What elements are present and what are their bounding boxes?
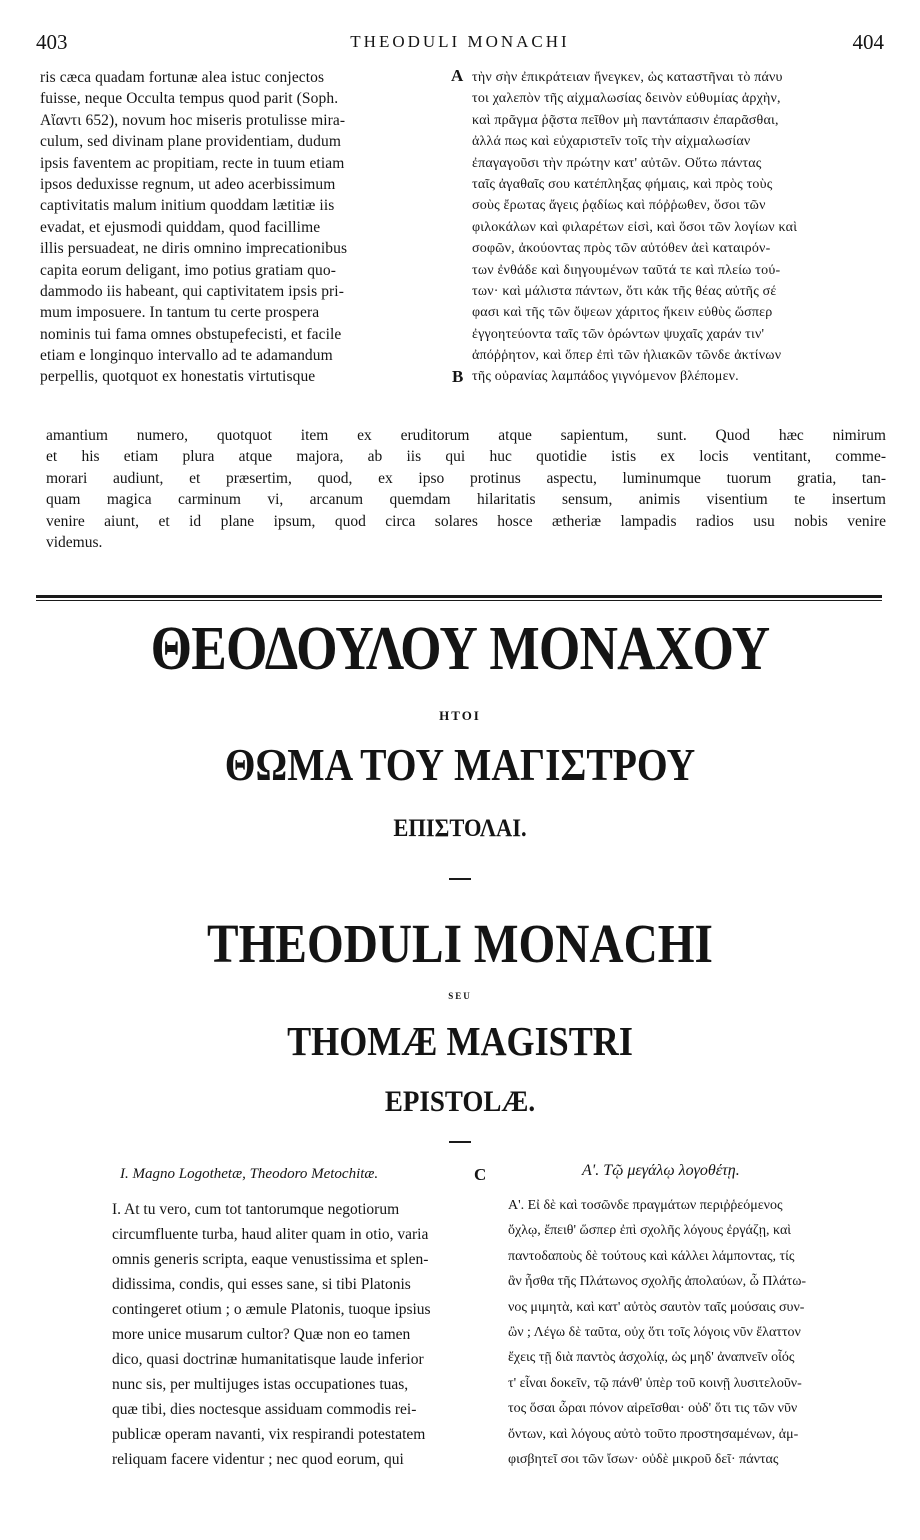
full-width-paragraph [46, 425, 886, 553]
latin-line: illis persuadeat, ne diris omnino imprecationibus [40, 240, 348, 258]
greek-line: ἐγγοητεύοντα ταῖς τῶν ὁρώντων ψυχαῖς χαράν τιν' [472, 326, 765, 342]
page-number-left: 403 [36, 30, 68, 54]
greek-line: ὄντων, καὶ λόγους αὐτὸ τοῦτο προστησαμένων, ἀμ- [508, 1426, 799, 1442]
latin-line: ris cæca quadam fortunæ alea istuc conjectos [40, 69, 325, 86]
greek-line: σοὺς ἔρωτας ἄγεις ῥᾳδίως καὶ πόῤῥωθεν, ὅσοι τῶν [472, 198, 766, 214]
greek-main-title: ΘΕΟΔΟΥΛΟΥ ΜΟΝΑΧΟΥ [150, 615, 770, 683]
latin-line: mum imposuere. In tantum tu certe prospera [40, 304, 320, 322]
greek-line: Α'. Εἰ δὲ καὶ τοσῶνδε πραγμάτων περιῤῥεόμενος [508, 1198, 783, 1213]
greek-line: τ' εἶναι δοκεῖν, τῷ πάνθ' ὑπὲρ τοῦ κοινῇ λυσιτελοῦν- [508, 1375, 802, 1391]
latin-line: I. At tu vero, cum tot tantorumque negotiorum [112, 1201, 400, 1218]
greek-epistolai-title: ΕΠΙΣΤΟΛΑΙ. [393, 815, 527, 842]
latin-line: nunc sis, per multijuges istas occupationes tuas, [112, 1376, 409, 1393]
greek-line: φισβητεῖ σοι τῶν ἴσων· οὐδὲ μικροῦ δεῖ· πάντας [508, 1451, 779, 1467]
full-line: videmus. [46, 533, 103, 551]
greek-line: νος μιμητὰ, καὶ κατ' αὐτὸς σαυτὸν ταῖς μούσαις συν- [508, 1299, 805, 1315]
greek-line: ἔχεις τῇ διὰ παντὸς ἀσχολίᾳ, ὡς μηδ' ἀναπνεῖν οἷός [508, 1350, 795, 1366]
greek-second-title: ΘΩΜΑ ΤΟΥ ΜΑΓΙΣΤΡΟΥ [224, 739, 696, 790]
greek-line: ταῖς ἀγαθαῖς σου κατέπληξας φήμαις, καὶ πρὸς τοὺς [472, 176, 773, 192]
full-line: amantium numero, quotquot item ex eruditorum atque sapientum, sunt. Quod hæc nimirum [46, 427, 886, 444]
greek-line: των ἐνθάδε καὶ διηγουμένων ταῦτά τε καὶ πλείω τού- [472, 262, 781, 278]
latin-line: etiam e longinquo intervallo ad te adamandum [40, 347, 333, 365]
latin-line: omnis generis scripta, eaque venustissima et splen- [112, 1251, 429, 1268]
greek-conjunction: ΗΤΟΙ [439, 708, 481, 723]
greek-column-top [472, 67, 884, 388]
latin-epistolae-title: EPISTOLÆ. [384, 1085, 536, 1118]
greek-line: παντοδαποὺς δὲ τούτους καὶ κάλλει λάμποντας, τίς [508, 1248, 795, 1264]
latin-line: evadat, et ejusmodi quiddam, quod facillime [40, 218, 321, 236]
column-marker-b: B [452, 367, 464, 386]
latin-line: fuisse, neque Occulta tempus quod parit (Soph. [40, 90, 339, 108]
latin-line: ipsos deduxisse regnum, ut adeo acerbissimum [40, 175, 336, 193]
running-head [36, 30, 884, 60]
latin-line: Αἴαντι 652), novum hoc miseris protulisse mira- [40, 111, 346, 129]
latin-letter-column [112, 1197, 468, 1472]
greek-line: τοι χαλεπὸν τῆς αἰχμαλωσίας δεινὸν εὐθυμίας ἀρχὴν, [472, 91, 781, 107]
column-marker-c: C [474, 1165, 487, 1184]
greek-line: ὢν ; Λέγω δὲ ταῦτα, οὐχ ὅτι τοῖς λόγοις νῦν ἔλαττον [508, 1324, 801, 1340]
latin-line: quæ tibi, dies noctesque assiduam commodis rei- [112, 1401, 417, 1418]
greek-line: ἀλλά πως καὶ εὐχαριστεῖν τοῖς τὴν αἰχμαλωσίαν [472, 134, 751, 150]
greek-line: των· καὶ μάλιστα πάντων, ὅτι κἀκ τῆς θέας αὐτῆς σέ [472, 283, 777, 299]
section-rule [36, 595, 882, 598]
latin-main-title: THEODULI MONACHI [207, 913, 713, 974]
full-line: quam magica carminum vi, arcanum quemdam hilaritatis sensum, animis visentium te insertum [46, 491, 886, 509]
latin-line: ipsis faventem ac propitiam, recte in tuum etiam [40, 154, 345, 172]
latin-line: publicæ operam navanti, vix respirandi potestatem [112, 1426, 426, 1443]
title-dash [449, 878, 471, 880]
latin-line: capita eorum deligant, imo potius gratiam quo- [40, 261, 337, 279]
section-rule-thin [36, 600, 882, 601]
latin-line: more unice musarum cultor? Quæ non eo tamen [112, 1326, 411, 1343]
latin-line: captivitatis malum initium quoddam lætitiæ iis [40, 197, 335, 215]
latin-line: circumfluente turba, haud aliter quam in otio, varia [112, 1226, 429, 1243]
latin-line: contingeret otium ; o æmule Platonis, tuoque ipsius [112, 1301, 431, 1318]
full-line: morari audiunt, et præsertim, quod, ex ipso protinus aspectu, luminumque tuorum gratia, tan- [46, 469, 886, 487]
latin-line: perpellis, quotquot ex honestatis virtutisque [40, 368, 316, 386]
greek-line: σοφῶν, ἀκούοντας πρὸς τῶν αὐτόθεν ἀεὶ καταιρόν- [472, 241, 771, 257]
latin-second-title: THOMÆ MAGISTRI [287, 1018, 633, 1064]
greek-letter-column [508, 1193, 893, 1472]
greek-line: ἀπόῤῥητον, καὶ ὅπερ ἐπὶ τῶν ἡλιακῶν τῶνδε ἀκτίνων [472, 348, 782, 364]
greek-line: ἐπαγαγοῦσι τὴν πρώτην κατ' αὐτῶν. Οὕτω πάντας [472, 155, 762, 171]
greek-line: καὶ πρᾶγμα ῥᾷστα πεῖθον μὴ παντάπασιν ἐπαρᾶσθαι, [472, 112, 779, 128]
title-dash [449, 1141, 471, 1143]
greek-line: τος ὅσαι ὧραι πόνον αἱρεῖσθαι· οὐδ' ὅτι τις τῶν νῦν [508, 1401, 798, 1417]
page-number-right: 404 [852, 30, 884, 54]
latin-line: didissima, condis, qui esses sane, si tibi Platonis [112, 1276, 411, 1293]
latin-line: reliquam facere videntur ; nec quod eorum, qui [112, 1451, 404, 1468]
column-marker-a: A [451, 66, 464, 85]
latin-line: dico, quasi doctrinæ humanitatisque laude inferior [112, 1351, 424, 1368]
greek-line: φασι καὶ τῆς τῶν ὄψεων χάριτος ἥκειν εὐθὺς ὥσπερ [472, 305, 773, 321]
full-line: venire aiunt, et id plane ipsum, quod circa solares hosce ætheriæ lampadis radios usu nobis venire [46, 512, 886, 530]
latin-line: dammodo iis habeant, qui captivitatem ipsis pri- [40, 282, 344, 300]
greek-line: τὴν σὴν ἐπικράτειαν ἤνεγκεν, ὡς καταστῆναι τὸ πάνυ [472, 70, 783, 85]
latin-letter-heading: I. Magno Logothetæ, Theodoro Metochitæ. [120, 1166, 379, 1182]
greek-line: φιλοκάλων καὶ φιλαρέτων εἰσὶ, καὶ ὅσοι τῶν λογίων καὶ [472, 219, 798, 235]
greek-letter-heading: Α'. Τῷ μεγάλῳ λογοθέτῃ. [582, 1162, 740, 1179]
running-title: THEODULI MONACHI [350, 32, 570, 51]
latin-line: culum, sed divinam plane providentiam, dudum [40, 133, 341, 151]
greek-line: ἂν ἦσθα τῆς Πλάτωνος σχολῆς ἀπολαύων, ὦ Πλάτω- [508, 1274, 807, 1290]
latin-conjunction: SEU [448, 991, 472, 1001]
full-line: et his etiam plura atque majora, ab iis qui huc quotidie istis ex locis ventitant, comme- [46, 448, 886, 466]
greek-line: τῆς οὐρανίας λαμπάδος γιγνόμενον βλέπομεν. [472, 369, 739, 385]
latin-column-top [40, 67, 466, 388]
latin-line: nominis tui fama omnes obstupefecisti, et facile [40, 325, 342, 343]
greek-line: ὄχλῳ, ἔπειθ' ὥσπερ ἐπὶ σχολῆς λόγους ἐργάζῃ, καὶ [508, 1223, 792, 1239]
